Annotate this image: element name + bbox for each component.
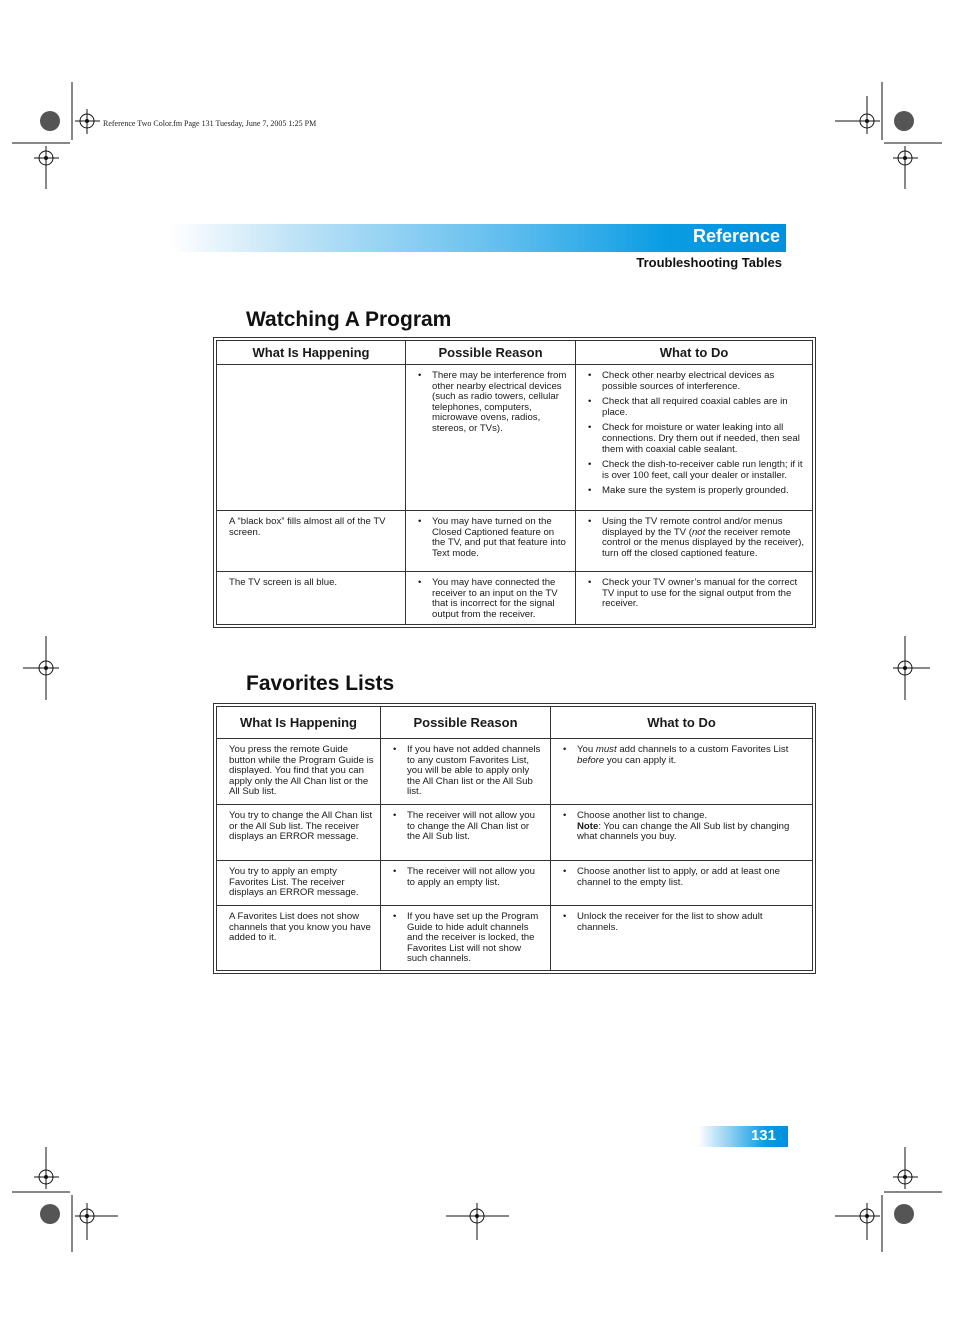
table-header-row xyxy=(217,707,813,739)
happening-cell: You press the remote Guide button while the Program Guide is displayed. You find that you can apply only the All Chan list or the All Sub list. xyxy=(217,739,381,805)
reason-cell xyxy=(381,805,551,861)
todo-cell xyxy=(551,861,813,906)
watching-heading: Watching A Program xyxy=(246,308,452,331)
column-header: What to Do xyxy=(576,341,813,365)
list-item: • Check the dish-to-receiver cable run length; if it is over 100 feet, call your dealer or installer. xyxy=(588,460,806,481)
section-banner xyxy=(170,224,786,252)
happening-cell: You try to change the All Chan list or the All Sub list. The receiver displays an ERROR message. xyxy=(217,805,381,861)
todo-cell xyxy=(576,511,813,572)
emphasis: must xyxy=(595,744,617,755)
todo-cell xyxy=(551,805,813,861)
table-row xyxy=(217,805,813,861)
text-run: You xyxy=(577,744,596,755)
todo-cell xyxy=(551,906,813,971)
list-item: • You may have connected the receiver to an input on the TV that is incorrect for the signal output from the receiver. xyxy=(418,578,569,620)
list-item: • If you have not added channels to any custom Favorites List, you will be able to apply only the All Chan list or the All Sub list. xyxy=(393,745,544,798)
table-row xyxy=(217,365,813,511)
column-header: What Is Happening xyxy=(217,341,406,365)
list-item: • The receiver will not allow you to apply an empty list. xyxy=(393,867,544,888)
table-row xyxy=(217,511,813,572)
list-item: • Choose another list to apply, or add at least one channel to the empty list. xyxy=(563,867,806,888)
happening-cell: A Favorites List does not show channels that you know you have added to it. xyxy=(217,906,381,971)
happening-cell: The TV screen is all blue. xyxy=(217,572,406,625)
table-row xyxy=(217,572,813,625)
reason-cell xyxy=(381,861,551,906)
list-item: • Check other nearby electrical devices as possible sources of interference. xyxy=(588,371,806,392)
happening-cell xyxy=(217,365,406,511)
emphasis: not xyxy=(691,526,706,538)
text-run: you can apply it. xyxy=(604,754,677,766)
list-item: • The receiver will not allow you to change the All Chan list or the All Sub list. xyxy=(393,811,544,843)
column-header: What Is Happening xyxy=(217,707,381,739)
subsection-title: Troubleshooting Tables xyxy=(636,255,782,270)
column-header: Possible Reason xyxy=(406,341,576,365)
page-number-tab xyxy=(698,1126,788,1147)
reason-cell xyxy=(406,365,576,511)
todo-cell xyxy=(576,365,813,511)
favorites-heading: Favorites Lists xyxy=(246,672,395,695)
text-run: add channels to a custom Favorites List xyxy=(616,744,789,755)
happening-cell: You try to apply an empty Favorites List. The receiver displays an ERROR message. xyxy=(217,861,381,906)
list-item: • There may be interference from other nearby electrical devices (such as radio towers, cellular telephones, computers, microwave ovens, radios, stereos, or TVs). xyxy=(418,371,569,435)
list-item: • You may have turned on the Closed Captioned feature on the TV, and put that feature into Text mode. xyxy=(418,517,569,559)
text-run: Using the TV remote control and/or menus displayed by the TV ( xyxy=(602,516,783,538)
table-header-row xyxy=(217,341,813,365)
column-header: What to Do xyxy=(551,707,813,739)
happening-cell: A “black box” fills almost all of the TV screen. xyxy=(217,511,406,572)
list-item xyxy=(563,745,806,766)
list-item: • Check that all required coaxial cables are in place. xyxy=(588,397,806,418)
list-item xyxy=(588,517,806,559)
emphasis: before xyxy=(577,754,605,766)
note-text: : You can change the All Sub list by changing what channels you buy. xyxy=(577,820,790,843)
page-number: 131 xyxy=(750,1127,776,1144)
text-run: the receiver remote control or the menus displayed by the receiver), turn off the closed captioned feature. xyxy=(602,526,805,559)
reason-cell xyxy=(406,572,576,625)
table-row xyxy=(217,739,813,805)
reason-cell xyxy=(406,511,576,572)
todo-cell xyxy=(576,572,813,625)
favorites-table xyxy=(213,703,816,974)
todo-cell xyxy=(551,739,813,805)
table-row xyxy=(217,861,813,906)
list-item: • Make sure the system is properly grounded. xyxy=(588,486,806,497)
list-item: • Unlock the receiver for the list to show adult channels. xyxy=(563,912,806,933)
section-title: Reference xyxy=(692,226,780,246)
column-header: Possible Reason xyxy=(381,707,551,739)
list-item: • If you have set up the Program Guide to hide adult channels and the receiver is locked, the Favorites List will not show such channels. xyxy=(393,912,544,965)
text-run: Choose another list to change. xyxy=(577,810,708,821)
list-item: • Check your TV owner’s manual for the correct TV input to use for the signal output from the receiver. xyxy=(588,578,806,610)
list-item: • Check for moisture or water leaking into all connections. Dry them out if needed, then seal them with coaxial cable sealant. xyxy=(588,423,806,455)
reason-cell xyxy=(381,906,551,971)
note-label: Note xyxy=(577,820,599,832)
reason-cell xyxy=(381,739,551,805)
print-slug: Reference Two Color.fm Page 131 Tuesday, June 7, 2005 1:25 PM xyxy=(103,119,317,128)
table-row xyxy=(217,906,813,971)
watching-table xyxy=(213,337,816,628)
list-item xyxy=(563,811,806,843)
